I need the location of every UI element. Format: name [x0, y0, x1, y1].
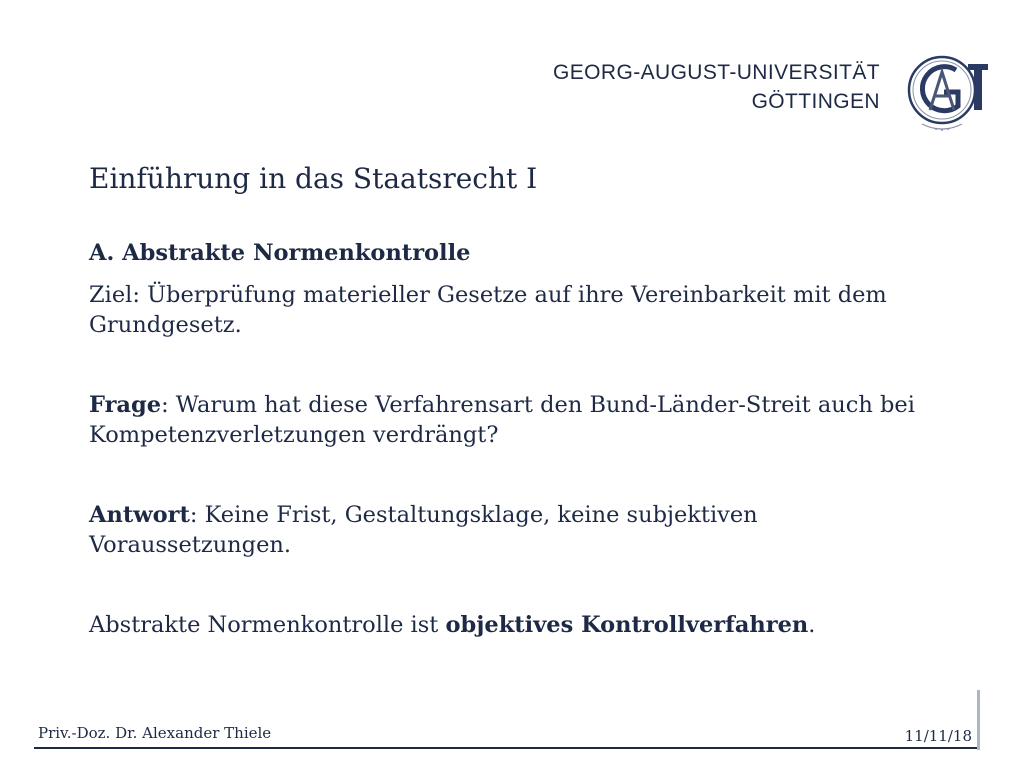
- footer-vertical-divider: [977, 690, 980, 750]
- antwort-text: : Keine Frist, Gestaltungsklage, keine subjektiven Voraussetzungen.: [89, 502, 758, 558]
- conclusion-emphasis: objektives Kontrollverfahren: [445, 612, 809, 638]
- antwort-paragraph: [89, 500, 939, 560]
- frage-paragraph: [89, 390, 939, 450]
- university-name: [553, 58, 880, 116]
- ziel-paragraph: Ziel: Überprüfung materieller Gesetze auf ihre Vereinbarkeit mit dem Grundgesetz.: [89, 282, 887, 338]
- footer-divider: [34, 747, 978, 749]
- frage-text: : Warum hat diese Verfahrensart den Bund-Länder-Streit auch bei Kompetenzverletzungen verdrängt?: [89, 392, 915, 448]
- university-seal-icon: [896, 50, 992, 136]
- slide-content: [89, 238, 939, 640]
- antwort-label: Antwort: [89, 502, 190, 528]
- conclusion-paragraph: Abstrakte Normenkontrolle ist objektives Kontrollverfahren.: [89, 612, 816, 638]
- slide-title: Einführung in das Staatsrecht I: [89, 162, 538, 195]
- university-name-line2: GÖTTINGEN: [751, 90, 880, 113]
- footer-author: Priv.-Doz. Dr. Alexander Thiele: [38, 724, 272, 742]
- university-name-line1: GEORG-AUGUST-UNIVERSITÄT: [553, 61, 880, 84]
- frage-label: Frage: [89, 392, 162, 418]
- footer-date: 11/11/18: [904, 727, 972, 745]
- section-heading: A. Abstrakte Normenkontrolle: [89, 240, 471, 266]
